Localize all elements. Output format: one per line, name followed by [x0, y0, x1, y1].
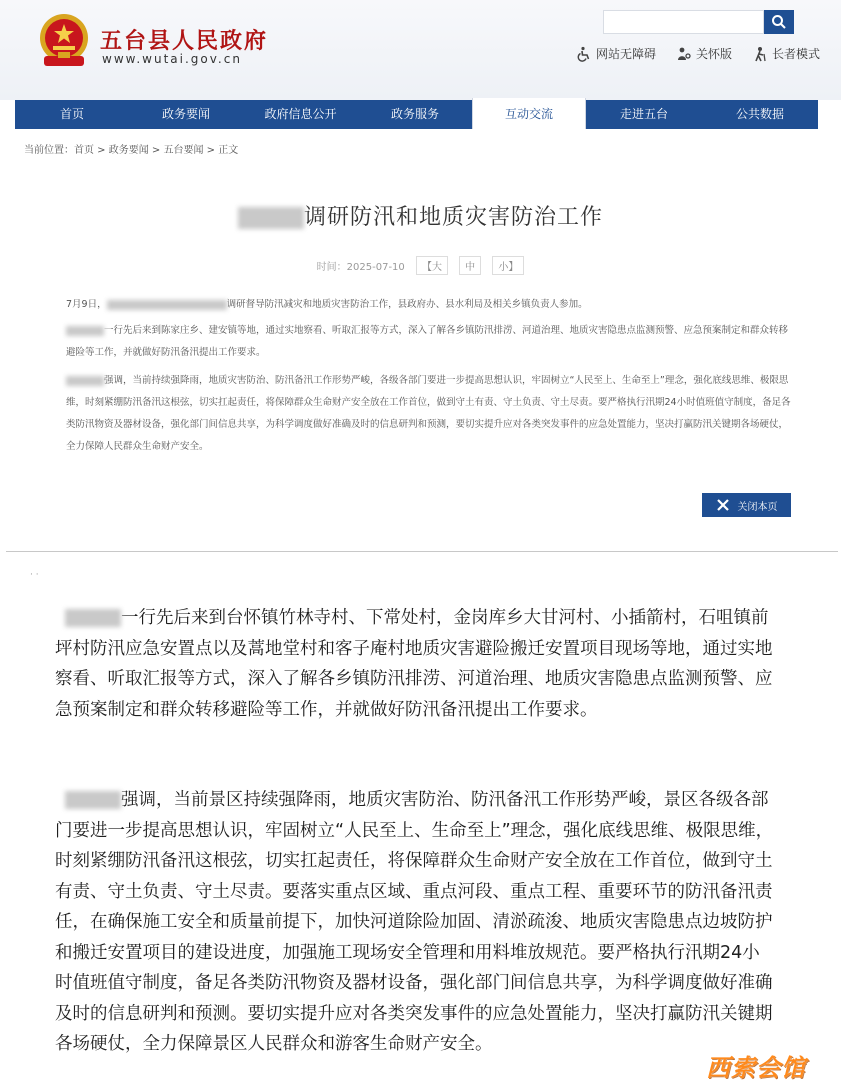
- search-button[interactable]: [764, 10, 794, 34]
- paragraph-text: 一行先后来到陈家庄乡、建安镇等地，通过实地察看、听取汇报等方式，深入了解各乡镇防汛排涝、河道治理、地质灾害隐患点监测预警、应急预案制定和群众转移避险等工作，并就做好防汛备汛提出工作要求。: [66, 325, 789, 358]
- search-input[interactable]: [603, 10, 764, 34]
- redacted-name: [65, 609, 121, 627]
- wheelchair-icon: [576, 46, 592, 62]
- article-paragraph: [66, 294, 791, 316]
- font-small-button[interactable]: 小】: [492, 256, 524, 275]
- date-label: 时间：: [316, 262, 347, 273]
- close-icon: [716, 498, 730, 512]
- nav-item-public-data[interactable]: 公共数据: [735, 107, 784, 121]
- zoomed-paragraph-text: 一行先后来到台怀镇竹林寺村、下常处村，金岗库乡大甘河村、小插箭村，石咀镇前坪村防汛应急安置点以及蒿地堂村和客子庵村地质灾害避险搬迁安置项目现场等地，通过实地察看、听取汇报等方式，深入了解各乡镇防汛排涝、河道治理、地质灾害隐患点监测预警、应急预案制定和群众转移避险等工作，并就做好防汛备汛提出工作要求。: [55, 608, 773, 720]
- redacted-name: [65, 791, 121, 809]
- nav-item-services[interactable]: 政务服务: [390, 107, 439, 121]
- main-nav: [15, 100, 818, 129]
- close-page-button[interactable]: [702, 493, 791, 517]
- redacted-name: [238, 207, 304, 229]
- font-medium-button[interactable]: 中: [459, 256, 481, 275]
- zoomed-paragraph: [55, 603, 775, 725]
- site-header: [0, 0, 841, 100]
- paragraph-lead: 7月9日，: [66, 299, 107, 310]
- article-title: [0, 200, 841, 231]
- article-meta: [0, 256, 841, 275]
- nav-item-info-disclosure[interactable]: 政府信息公开: [264, 107, 337, 121]
- zoomed-paragraph: [55, 785, 775, 1060]
- elder-mode-label: 长者模式: [772, 47, 821, 61]
- care-icon: [676, 46, 692, 62]
- redacted-name: [66, 326, 104, 336]
- paragraph-text: 调研督导防汛减灾和地质灾害防治工作，县政府办、县水利局及相关乡镇负责人参加。: [226, 299, 588, 310]
- paragraph-text: 强调，当前持续强降雨，地质灾害防治、防汛备汛工作形势严峻，各级各部门要进一步提高思想认识，牢固树立“人民至上、生命至上”理念，强化底线思维、极限思维，时刻紧绷防汛备汛这根弦，切实扛起责任，将保障群众生命财产安全放在工作首位，做到守土有责、守土负责、守土尽责。要严格执行汛期24小时值班值守制度，备足各类防汛物资及器材设备，强化部门间信息共享，为科学调度做好准确及时的信息研判和预测，要切实提升应对各类突发事件的应急处置能力，坚决打赢防汛关键期各场硬仗，全力保障人民群众生命财产安全。: [66, 375, 791, 452]
- font-large-button[interactable]: 【大: [416, 256, 448, 275]
- site-title[interactable]: 五台县人民政府: [100, 29, 269, 54]
- accessibility-link[interactable]: [576, 45, 656, 62]
- elder-mode-link[interactable]: [752, 45, 820, 62]
- article-title-text: 调研防汛和地质灾害防治工作: [303, 205, 603, 230]
- nav-item-home[interactable]: 首页: [59, 107, 84, 121]
- redacted-name: [66, 376, 104, 386]
- zoomed-paragraph-text: 强调，当前景区持续强降雨，地质灾害防治、防汛备汛工作形势严峻，景区各级各部门要进一步提高思想认识，牢固树立“人民至上、生命至上”理念，强化底线思维、极限思维，时刻紧绷防汛备汛这根弦，切实扛起责任，将保障群众生命财产安全放在工作首位，做到守土有责、守土负责、守土尽责。要落实重点区域、重点河段、重点工程、重要环节的防汛备汛责任，在确保施工安全和质量前提下，加快河道除险加固、清淤疏浚、地质灾害隐患点边坡防护和搬迁安置项目的建设进度，加强施工现场安全管理和用料堆放规范。要严格执行汛期24小时值班值守制度，备足各类防汛物资及器材设备，强化部门间信息共享，为科学调度做好准确及时的信息研判和预测。要切实提升应对各类突发事件的应急处置能力，坚决打赢防汛关键期各场硬仗，全力保障景区人民群众和游客生命财产安全。: [55, 790, 774, 1054]
- close-page-label: 关闭本页: [737, 501, 778, 513]
- care-version-label: 关怀版: [696, 47, 733, 61]
- site-url: www.wutai.gov.cn: [102, 52, 242, 66]
- breadcrumb[interactable]: 当前位置：首页 > 政务要闻 > 五台要闻 > 正文: [24, 145, 239, 156]
- nav-item-about-wutai[interactable]: 走进五台: [619, 107, 668, 121]
- faint-mark: · ·: [30, 570, 39, 580]
- nav-item-interaction[interactable]: 互动交流: [472, 98, 586, 129]
- national-emblem-icon: [36, 12, 92, 72]
- search-icon: [771, 14, 787, 30]
- article-paragraph: [66, 370, 791, 458]
- article-date: 2025-07-10: [346, 262, 405, 273]
- accessibility-label: 网站无障碍: [596, 47, 657, 61]
- article-paragraph: [66, 320, 791, 364]
- redacted-name: [107, 300, 227, 310]
- elder-icon: [752, 46, 768, 62]
- watermark: 西索会馆: [706, 1054, 806, 1082]
- care-version-link[interactable]: [676, 45, 732, 62]
- divider: [6, 551, 838, 552]
- nav-item-news[interactable]: 政务要闻: [161, 107, 210, 121]
